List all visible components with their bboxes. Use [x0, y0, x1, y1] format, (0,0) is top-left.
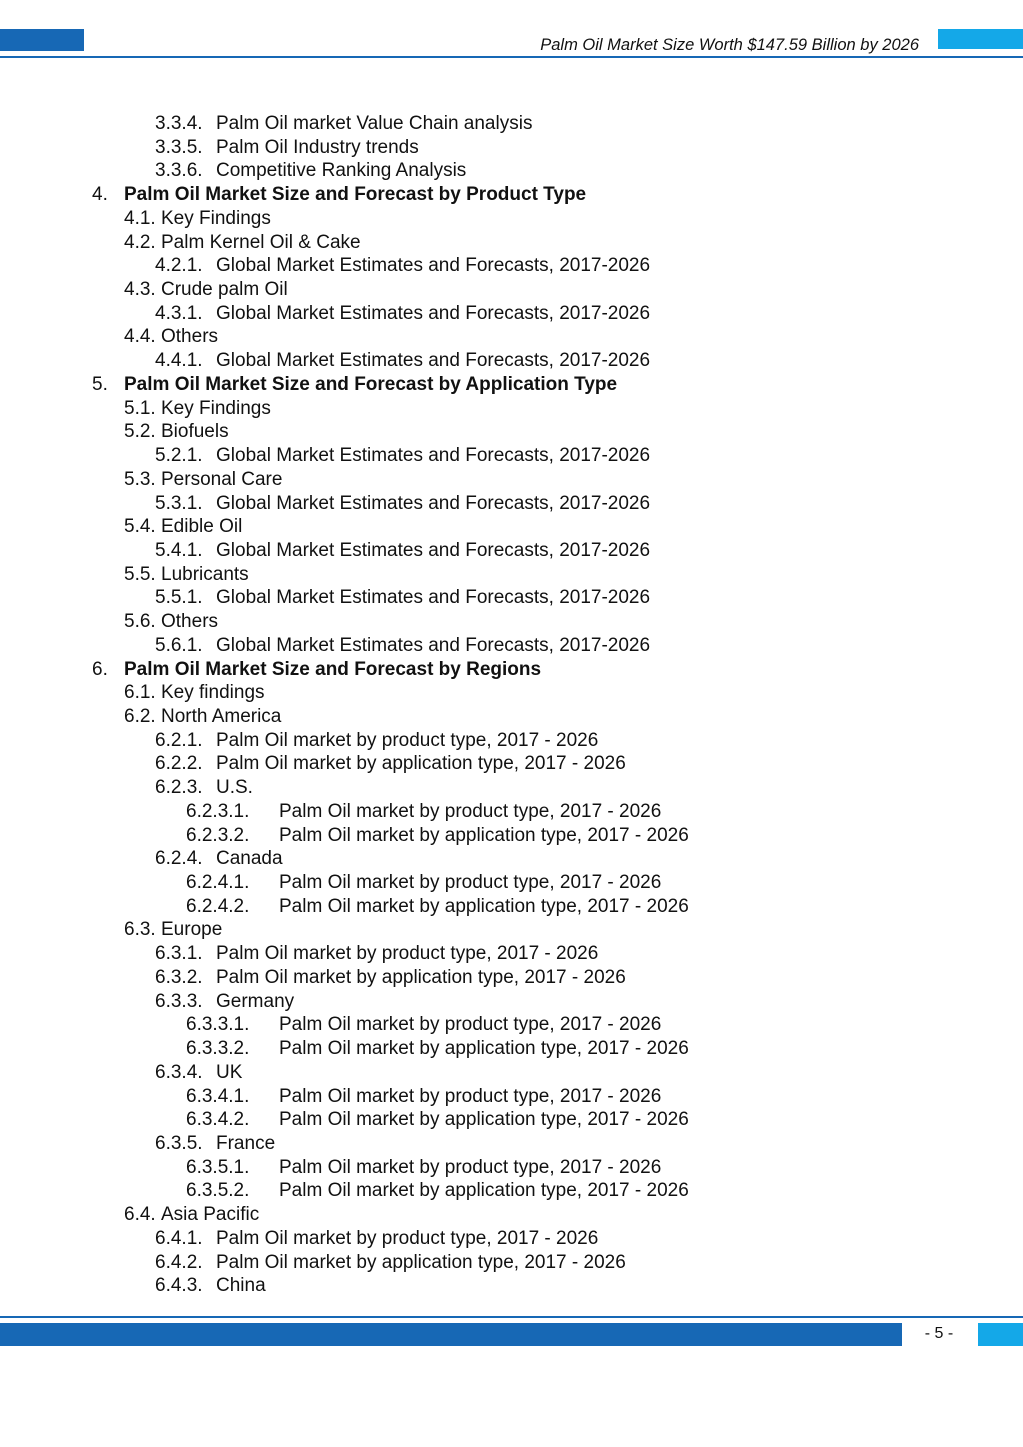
toc-entry-title: France: [216, 1132, 276, 1154]
toc-entry-title: Palm Oil market by application type, 2017 - 2026: [279, 1109, 689, 1131]
toc-entry-title: China: [216, 1275, 266, 1297]
footer-accent-bar-left: [0, 1323, 902, 1346]
toc-entry-title: Palm Oil market by application type, 2017 - 2026: [279, 824, 689, 846]
toc-entry-number: 6.2.2.: [155, 753, 203, 775]
page-number: - 5 -: [924, 1325, 954, 1342]
toc-entry-title: Palm Oil market by application type, 2017 - 2026: [279, 1038, 689, 1060]
toc-entry-number: 6.4.1.: [155, 1227, 203, 1249]
toc-entry-title: Biofuels: [161, 421, 229, 443]
toc-entry-title: Palm Oil market by application type, 2017 - 2026: [279, 895, 689, 917]
toc-entry-number: 6.4.3.: [155, 1275, 203, 1297]
toc-entry-number: 6.2.: [124, 706, 156, 727]
toc-entry-title: Global Market Estimates and Forecasts, 2017-2026: [216, 350, 651, 372]
toc-entry-title: Palm Oil market by application type, 2017 - 2026: [279, 1180, 689, 1202]
header-divider: [0, 56, 1023, 58]
header-title: Palm Oil Market Size Worth $147.59 Billion by 2026: [540, 36, 919, 54]
toc-entry-number: 4.2.1.: [155, 255, 203, 277]
toc-entry-title: Lubricants: [161, 563, 249, 585]
toc-entry-title: North America: [161, 706, 282, 727]
toc-entry-title: Global Market Estimates and Forecasts, 2017-2026: [216, 539, 651, 561]
toc-entry-title: Personal Care: [161, 468, 283, 490]
footer-divider: [0, 1316, 1023, 1318]
toc-entry-number: 5.2.: [124, 421, 156, 443]
toc-entry-title: Global Market Estimates and Forecasts, 2017-2026: [216, 445, 651, 467]
toc-entry-number: 4.2.: [124, 231, 156, 253]
toc-entry-number: 6.3.3.: [155, 990, 203, 1012]
toc-entry-number: 6.3.4.: [155, 1061, 203, 1083]
toc-entry-number: 5.: [92, 373, 108, 395]
toc-entry-number: 6.2.4.: [155, 848, 203, 870]
toc-entry-number: 6.2.4.1.: [186, 872, 250, 894]
toc-entry-title: Global Market Estimates and Forecasts, 2017-2026: [216, 302, 651, 324]
toc-entry-title: U.S.: [216, 777, 253, 799]
footer-accent-bar-right: [978, 1323, 1023, 1346]
toc-entry-title: Palm Oil market by application type, 2017 - 2026: [216, 753, 626, 775]
toc-entry-title: Palm Oil Industry trends: [216, 136, 419, 158]
toc-entry-number: 4.3.1.: [155, 302, 203, 324]
toc-entry-number: 5.3.: [124, 468, 156, 490]
toc-entry-number: 6.3.1.: [155, 943, 203, 965]
toc-entry-number: 6.2.4.2.: [186, 895, 250, 917]
toc-entry-number: 6.3.4.2.: [186, 1109, 250, 1131]
toc-entry-number: 4.1.: [124, 207, 156, 229]
toc-entry-number: 6.3.2.: [155, 966, 203, 988]
toc-entry-number: 6.4.2.: [155, 1251, 203, 1273]
toc-entry-title: Palm Oil market by product type, 2017 - 2026: [279, 800, 662, 822]
toc-entry-number: 6.1.: [124, 682, 156, 704]
toc-entry-number: 5.3.1.: [155, 492, 203, 514]
toc-entry-number: 6.2.3.2.: [186, 824, 250, 846]
toc-entry-title: Key findings: [161, 682, 265, 704]
toc-entry-title: Palm Oil market by product type, 2017 - 2026: [279, 1085, 662, 1107]
toc-entry-number: 5.4.1.: [155, 539, 203, 561]
toc-entry-title: Palm Oil Market Size and Forecast by Application Type: [124, 373, 618, 395]
toc-entry-number: 6.3.3.1.: [186, 1014, 250, 1036]
toc-entry-number: 6.4.: [124, 1204, 156, 1226]
toc-entry-number: 3.3.4.: [155, 113, 203, 134]
toc-entry-number: 3.3.5.: [155, 136, 203, 158]
toc-entry-number: 6.3.4.1.: [186, 1085, 250, 1107]
toc-entry-number: 5.6.: [124, 611, 156, 633]
toc-entry-number: 5.1.: [124, 397, 156, 419]
toc-entry-title: Asia Pacific: [161, 1204, 260, 1226]
toc-entry-title: Palm Oil market by product type, 2017 - 2026: [216, 1227, 599, 1249]
toc-entry-number: 6.: [92, 658, 108, 680]
toc-entry-title: Others: [161, 326, 219, 348]
toc-entry-title: Global Market Estimates and Forecasts, 2017-2026: [216, 492, 651, 514]
toc-entry-number: 4.4.1.: [155, 350, 203, 372]
toc-entry-title: Canada: [216, 848, 283, 870]
toc-entry-number: 5.5.: [124, 563, 156, 585]
header-accent-bar-left: [0, 29, 84, 51]
toc-entry-number: 4.4.: [124, 326, 156, 348]
toc-entry-number: 6.2.3.: [155, 777, 203, 799]
toc-entry-number: 6.3.5.1.: [186, 1156, 250, 1178]
toc-entry-title: Palm Oil market by product type, 2017 - 2026: [279, 1014, 662, 1036]
toc-entry-title: Crude palm Oil: [161, 279, 288, 301]
toc-entry-title: Palm Oil market by application type, 2017 - 2026: [216, 1251, 626, 1273]
toc-entry-title: Palm Oil market by product type, 2017 - 2026: [216, 943, 599, 965]
toc-entry-title: Germany: [216, 990, 295, 1012]
toc-entry-title: Edible Oil: [161, 516, 243, 538]
toc-entry-title: Key Findings: [161, 207, 271, 229]
toc-entry-number: 5.4.: [124, 516, 156, 538]
toc-entry-title: Palm Kernel Oil & Cake: [161, 231, 361, 253]
toc-entry-title: Global Market Estimates and Forecasts, 2017-2026: [216, 634, 651, 656]
toc-entry-number: 5.6.1.: [155, 634, 203, 656]
toc-entry-number: 5.2.1.: [155, 445, 203, 467]
toc-entry-number: 6.3.: [124, 919, 156, 941]
toc-entry-title: Palm Oil Market Size and Forecast by Regions: [124, 658, 542, 680]
toc-entry-title: Palm Oil market by product type, 2017 - 2026: [216, 729, 599, 751]
toc-entry-number: 4.3.: [124, 279, 156, 301]
toc-entry-number: 6.3.3.2.: [186, 1038, 250, 1060]
toc-entry-title: Europe: [161, 919, 223, 941]
toc-entry-title: Palm Oil Market Size and Forecast by Product Type: [124, 184, 587, 206]
toc-entry-number: 6.3.5.2.: [186, 1180, 250, 1202]
toc-entry-title: Palm Oil market by product type, 2017 - 2026: [279, 872, 662, 894]
toc-entry-number: 5.5.1.: [155, 587, 203, 609]
toc-entry-title: Others: [161, 611, 219, 633]
toc-entry-title: Competitive Ranking Analysis: [216, 160, 467, 182]
toc-entry-number: 3.3.6.: [155, 160, 203, 182]
toc-entry-title: Key Findings: [161, 397, 271, 419]
toc-entry-title: Palm Oil market Value Chain analysis: [216, 113, 533, 134]
toc-entry-title: UK: [216, 1061, 243, 1083]
header-accent-bar-right: [938, 29, 1023, 49]
toc-entry-number: 6.3.5.: [155, 1132, 203, 1154]
toc-entry-title: Palm Oil market by application type, 2017 - 2026: [216, 966, 626, 988]
toc-entry-title: Global Market Estimates and Forecasts, 2017-2026: [216, 255, 651, 277]
toc-entry-number: 4.: [92, 184, 108, 206]
toc-entry-number: 6.2.3.1.: [186, 800, 250, 822]
toc-entry-number: 6.2.1.: [155, 729, 203, 751]
toc-entry-title: Palm Oil market by product type, 2017 - 2026: [279, 1156, 662, 1178]
toc-entry-title: Global Market Estimates and Forecasts, 2017-2026: [216, 587, 651, 609]
